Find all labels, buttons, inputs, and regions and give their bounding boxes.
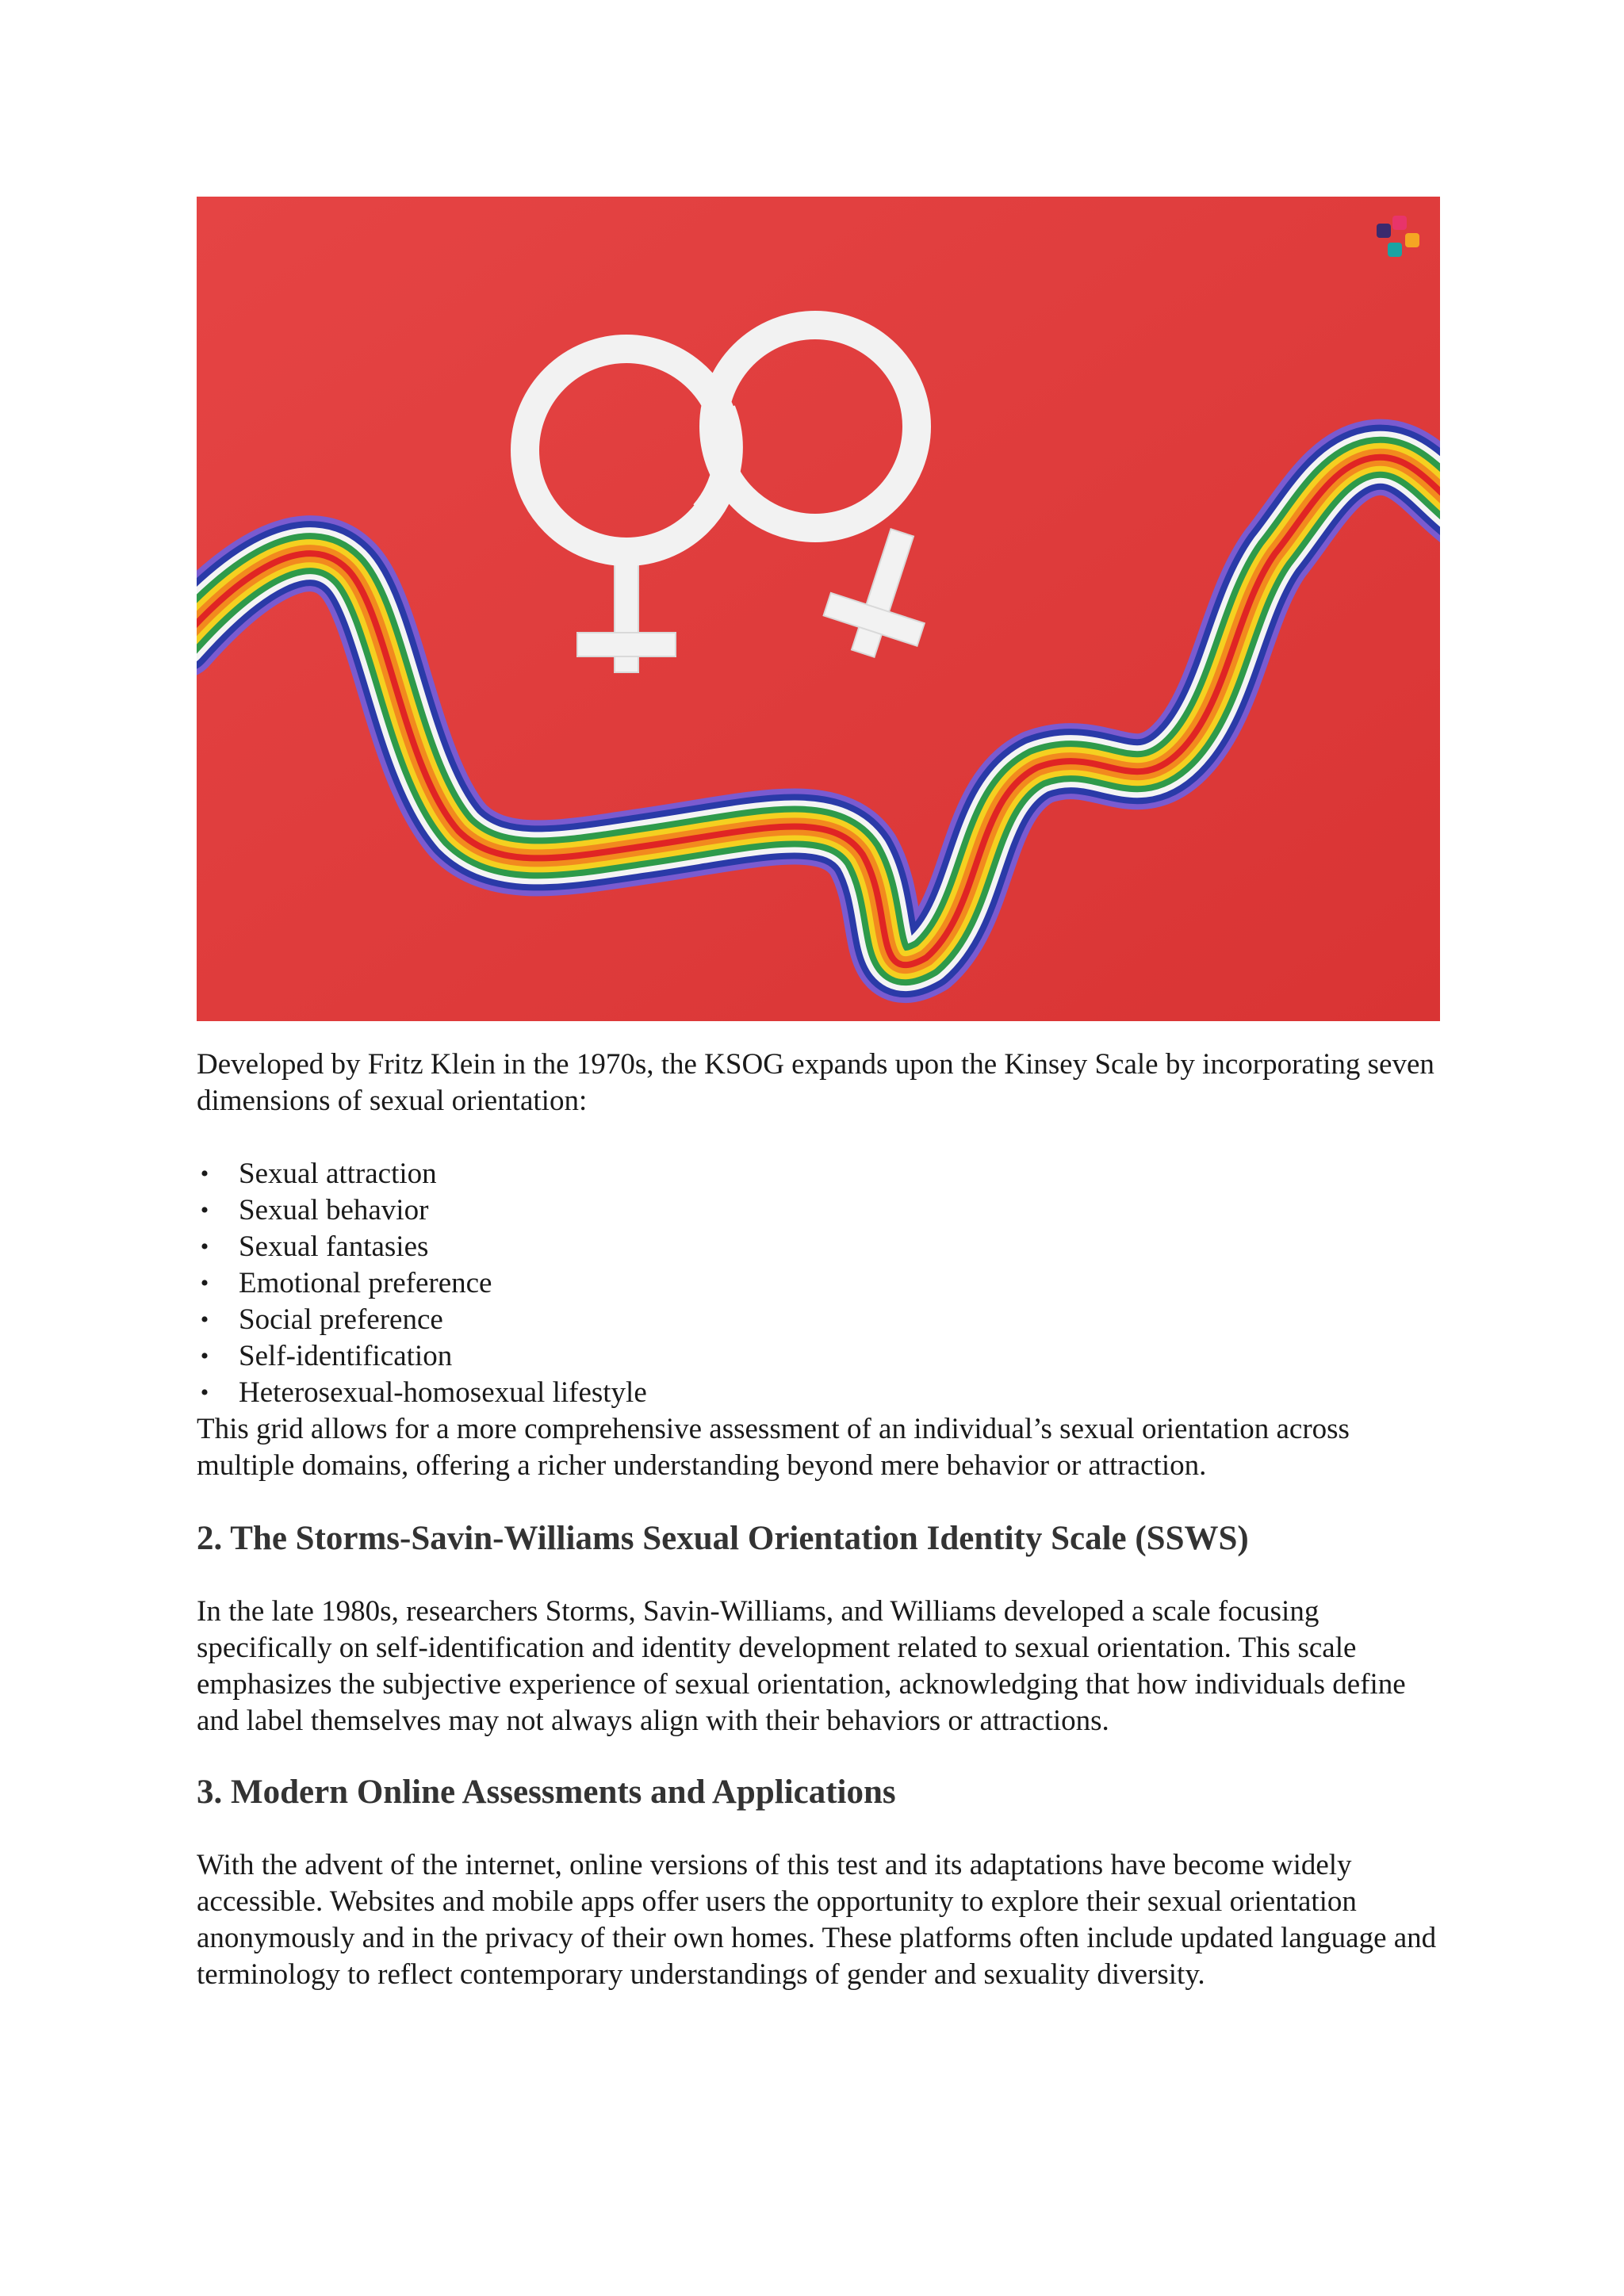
section-2-heading: 2. The Storms-Savin-Williams Sexual Orientation Identity Scale (SSWS) (197, 1520, 1249, 1557)
list-item: • Self-identification (197, 1338, 1440, 1375)
list-item: • Heterosexual-homosexual lifestyle (197, 1375, 1440, 1411)
bullet-icon: • (200, 1380, 209, 1406)
hero-image (197, 197, 1440, 1021)
list-item: • Sexual attraction (197, 1156, 1440, 1192)
list-item: • Sexual fantasies (197, 1229, 1440, 1265)
hero-illustration (197, 197, 1440, 1021)
intro-paragraph: Developed by Fritz Klein in the 1970s, the KSOG expands upon the Kinsey Scale by incorporating seven dimensions of sexual orientation: (197, 1048, 1434, 1117)
bullet-icon: • (200, 1343, 209, 1369)
bullet-icon: • (200, 1270, 209, 1296)
section-2-paragraph: In the late 1980s, researchers Storms, Savin-Williams, and Williams developed a scale focusing specifically on self-identification and identity development related to sexual orientation. This scale emphasizes the subjective experience of sexual orientation, acknowledging that how individuals define and label themselves may not always align with their behaviors or attractions. (197, 1595, 1406, 1737)
brand-logo-icon (1370, 211, 1426, 266)
bullet-icon: • (200, 1234, 209, 1260)
list-item: • Emotional preference (197, 1265, 1440, 1302)
bullet-icon: • (200, 1197, 209, 1223)
document-page (197, 197, 1440, 1993)
section-3-heading: 3. Modern Online Assessments and Applications (197, 1774, 896, 1811)
grid-summary-paragraph: This grid allows for a more comprehensive assessment of an individual’s sexual orientation across multiple domains, offering a richer understanding beyond mere behavior or attraction. (197, 1413, 1350, 1482)
bullet-icon: • (200, 1307, 209, 1333)
list-item: • Sexual behavior (197, 1192, 1440, 1229)
dimensions-list (197, 1156, 1440, 1411)
section-3-paragraph: With the advent of the internet, online versions of this test and its adaptations have become widely accessible. Websites and mobile apps offer users the opportunity to explore their sexual orientation anonymously and in the privacy of their own homes. These platforms often include updated language and terminology to reflect contemporary understandings of gender and sexuality diversity. (197, 1849, 1437, 1991)
list-item: • Social preference (197, 1302, 1440, 1338)
bullet-icon: • (200, 1161, 209, 1187)
